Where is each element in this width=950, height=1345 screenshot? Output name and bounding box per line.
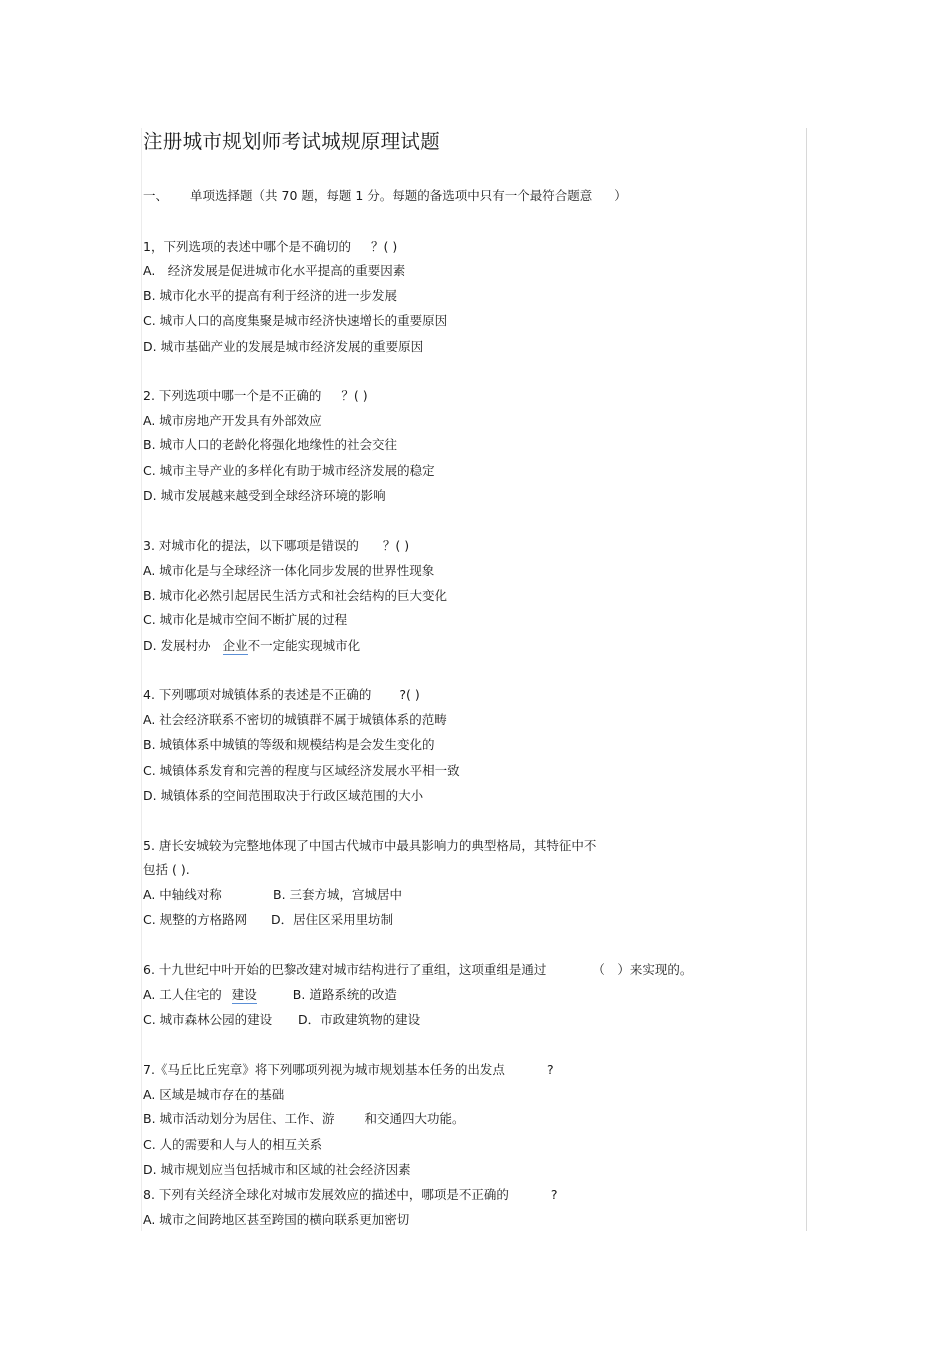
question-6-options-ab [143,987,397,1003]
question-3-option-a: A. 城市化是与全球经济一体化同步发展的世界性现象 [143,563,435,578]
question-1-option-a: A. 经济发展是促进城市化水平提高的重要因素 [143,263,406,278]
question-7-option-b [143,1111,465,1127]
underlined-word: 建设 [231,987,257,1002]
question-7-option-d: D. 城市规划应当包括城市和区域的社会经济因素 [143,1162,411,1177]
stem-text: 8. 下列有关经济全球化对城市发展效应的描述中，哪项是不正确的 [143,1187,509,1202]
question-4-option-a: A. 社会经济联系不密切的城镇群不属于城镇体系的范畴 [143,712,447,727]
question-5-stem-line-1: 5. 唐长安城较为完整地体现了中国古代城市中最具影响力的典型格局，其特征中不 [143,838,597,853]
page-title: 注册城市规划师考试城规原理试题 [143,130,441,153]
question-1-option-d: D. 城市基础产业的发展是城市经济发展的重要原因 [143,339,424,354]
question-2-stem [143,388,368,404]
section-heading [143,188,627,204]
stem-text: 7.《马丘比丘宪章》将下列哪项列视为城市规划基本任务的出发点 [143,1062,505,1077]
stem-text: 3. 对城市化的提法，以下哪项是错误的 [143,538,359,553]
option-b: B. 三套方城，宫城居中 [273,887,403,902]
question-4-stem [143,687,420,703]
option-d: D．市政建筑物的建设 [298,1012,421,1027]
question-6-options-cd [143,1012,420,1028]
question-3-option-c: C. 城市化是城市空间不断扩展的过程 [143,612,348,627]
underlined-word: 企业 [222,638,248,653]
section-text: 单项选择题（共 70 题，每题 1 分。每题的备选项中只有一个最符合题意 [190,188,593,203]
question-1-stem [143,239,397,255]
answer-blank: ? [550,1187,558,1202]
question-4-option-b: B. 城镇体系中城镇的等级和规模结构是会发生变化的 [143,737,435,752]
right-margin-rule [806,128,807,1231]
question-2-option-a: A. 城市房地产开发具有外部效应 [143,413,322,428]
answer-blank: ?( ) [399,687,420,702]
stem-text: 1，下列选项的表述中哪个是不确切的 [143,239,351,254]
question-5-options-ab [143,887,402,903]
option-c: C. 城市森林公园的建设 [143,1012,273,1027]
answer-blank: ? [546,1062,554,1077]
question-7-stem [143,1062,554,1078]
stem-text: 6. 十九世纪中叶开始的巴黎改建对城市结构进行了重组，这项重组是通过 [143,962,547,977]
question-7-option-a: A. 区域是城市存在的基础 [143,1087,285,1102]
answer-blank: （ ）来实现的。 [592,962,693,977]
option-d: D．居住区采用里坊制 [271,912,394,927]
section-number: 一、 [143,188,169,203]
question-1-option-b: B. 城市化水平的提高有利于经济的进一步发展 [143,288,398,303]
question-8-stem [143,1187,558,1203]
question-5-options-cd [143,912,393,928]
option-c: C. 规整的方格路网 [143,912,248,927]
question-4-option-d: D. 城镇体系的空间范围取决于行政区域范围的大小 [143,788,424,803]
question-5-stem-line-2: 包括 ( ). [143,862,190,877]
question-3-option-b: B. 城市化必然引起居民生活方式和社会结构的巨大变化 [143,588,448,603]
question-2-option-c: C. 城市主导产业的多样化有助于城市经济发展的稳定 [143,463,435,478]
stem-text: 4. 下列哪项对城镇体系的表述是不正确的 [143,687,372,702]
stem-text: 2. 下列选项中哪一个是不正确的 [143,388,322,403]
question-2-option-d: D. 城市发展越来越受到全球经济环境的影响 [143,488,386,503]
left-margin-rule [141,128,142,1231]
answer-blank: ？( ) [341,388,368,403]
option-text: 和交通四大功能。 [364,1111,465,1126]
option-text: D. 发展村办 [143,638,211,653]
option-a-text: A. 工人住宅的 [143,987,222,1002]
question-4-option-c: C. 城镇体系发育和完善的程度与区域经济发展水平相一致 [143,763,460,778]
section-close: ） [614,188,627,203]
option-text: B. 城市活动划分为居住、工作、游 [143,1111,335,1126]
answer-blank: ？( ) [370,239,398,254]
question-2-option-b: B. 城市人口的老龄化将强化地缘性的社会交往 [143,437,398,452]
option-a: A. 中轴线对称 [143,887,222,902]
option-b: B. 道路系统的改造 [292,987,397,1002]
question-7-option-c: C. 人的需要和人与人的相互关系 [143,1137,323,1152]
question-3-stem [143,538,409,554]
question-1-option-c: C. 城市人口的高度集聚是城市经济快速增长的重要原因 [143,313,448,328]
option-text: 不一定能实现城市化 [247,638,361,653]
question-3-option-d [143,638,360,654]
question-6-stem [143,962,692,978]
answer-blank: ？( ) [382,538,410,553]
question-8-option-a: A. 城市之间跨地区甚至跨国的横向联系更加密切 [143,1212,410,1227]
